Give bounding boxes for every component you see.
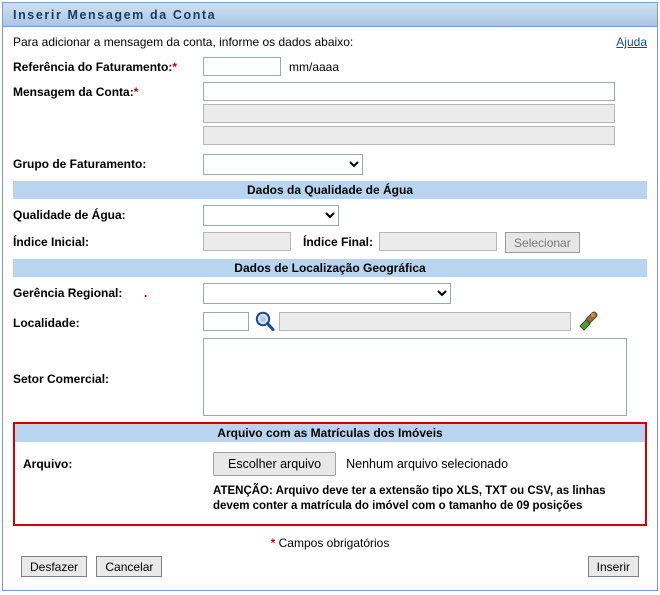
gerencia-regional-select[interactable] [203, 283, 451, 304]
escolher-arquivo-button[interactable]: Escolher arquivo [213, 452, 336, 476]
footer-left-buttons [21, 556, 168, 577]
gerencia-regional-row [13, 283, 647, 304]
arquivo-matriculas-panel [13, 422, 647, 526]
selecionar-button[interactable]: Selecionar [505, 232, 580, 253]
grupo-faturamento-label: Grupo de Faturamento: [13, 157, 147, 171]
intro-text: Para adicionar a mensagem da conta, informe os dados abaixo: [13, 35, 354, 49]
intro-row [13, 35, 647, 49]
section-localizacao-geografica: Dados de Localização Geográfica [13, 259, 647, 277]
arquivo-label [23, 457, 213, 471]
referencia-faturamento-input[interactable] [203, 57, 281, 76]
grupo-faturamento-row [13, 154, 647, 175]
required-asterisk: * [133, 85, 139, 99]
localidade-name-input[interactable] [279, 312, 571, 331]
arquivo-row [15, 452, 645, 476]
grupo-faturamento-select[interactable] [203, 154, 363, 175]
gerencia-regional-label-text: Gerência Regional: [13, 286, 123, 300]
footer-right-buttons [588, 556, 639, 577]
arquivo-warning-text: ATENÇÃO: Arquivo deve ter a extensão tipo XLS, TXT ou CSV, as linhas devem conter a matrícula do imóvel com o tamanho de 09 posições [213, 485, 606, 512]
mensagem-conta-row [13, 82, 647, 148]
setor-comercial-label: Setor Comercial: [13, 371, 110, 386]
help-link[interactable]: Ajuda [616, 35, 647, 49]
indice-inicial-label: Índice Inicial: [13, 235, 90, 249]
localidade-label: Localidade: [13, 315, 80, 330]
section-qualidade-agua: Dados da Qualidade de Água [13, 181, 647, 199]
gerencia-regional-label [13, 283, 203, 300]
indices-row [13, 232, 647, 253]
mensagem-conta-label [13, 82, 203, 99]
dialog-window [2, 2, 658, 591]
qualidade-agua-label: Qualidade de Água: [13, 208, 126, 222]
arquivo-label-text: Arquivo: [23, 457, 73, 471]
desfazer-button[interactable]: Desfazer [21, 556, 87, 577]
referencia-faturamento-label [13, 57, 203, 74]
localidade-code-input[interactable] [203, 312, 249, 331]
setor-comercial-textarea[interactable] [203, 338, 627, 416]
dialog-content [3, 27, 657, 577]
mensagem-conta-inputs [203, 82, 615, 148]
arquivo-status-text: Nenhum arquivo selecionado [346, 457, 509, 471]
required-asterisk: * [172, 60, 178, 74]
referencia-format-hint: mm/aaaa [289, 60, 340, 74]
qualidade-agua-row [13, 205, 647, 226]
section-arquivo-matriculas: Arquivo com as Matrículas dos Imóveis [15, 424, 645, 442]
setor-comercial-row [13, 338, 647, 416]
indice-final-input[interactable] [379, 232, 497, 251]
indice-inicial-input[interactable] [203, 232, 291, 251]
inserir-button[interactable]: Inserir [588, 556, 639, 577]
mensagem-conta-line1-input[interactable] [203, 82, 615, 101]
mensagem-conta-line3-input[interactable] [203, 126, 615, 145]
indice-final-label: Índice Final: [303, 235, 374, 249]
window-titlebar [3, 3, 657, 27]
mensagem-conta-label-text: Mensagem da Conta: [13, 85, 134, 99]
referencia-faturamento-row [13, 57, 647, 76]
referencia-faturamento-label-text: Referência do Faturamento: [13, 60, 173, 74]
qualidade-agua-select[interactable] [203, 205, 339, 226]
search-icon[interactable] [253, 310, 277, 332]
localidade-row [13, 310, 647, 332]
window-title: Inserir Mensagem da Conta [13, 7, 217, 22]
mensagem-conta-line2-input[interactable] [203, 104, 615, 123]
cancelar-button[interactable]: Cancelar [96, 556, 162, 577]
required-fields-note [13, 536, 647, 550]
required-note-text: Campos obrigatórios [278, 536, 390, 550]
eraser-icon[interactable] [577, 310, 599, 332]
required-note-asterisk: * [270, 536, 276, 550]
required-marker-dot: . [125, 285, 148, 300]
dialog-footer [13, 556, 647, 577]
